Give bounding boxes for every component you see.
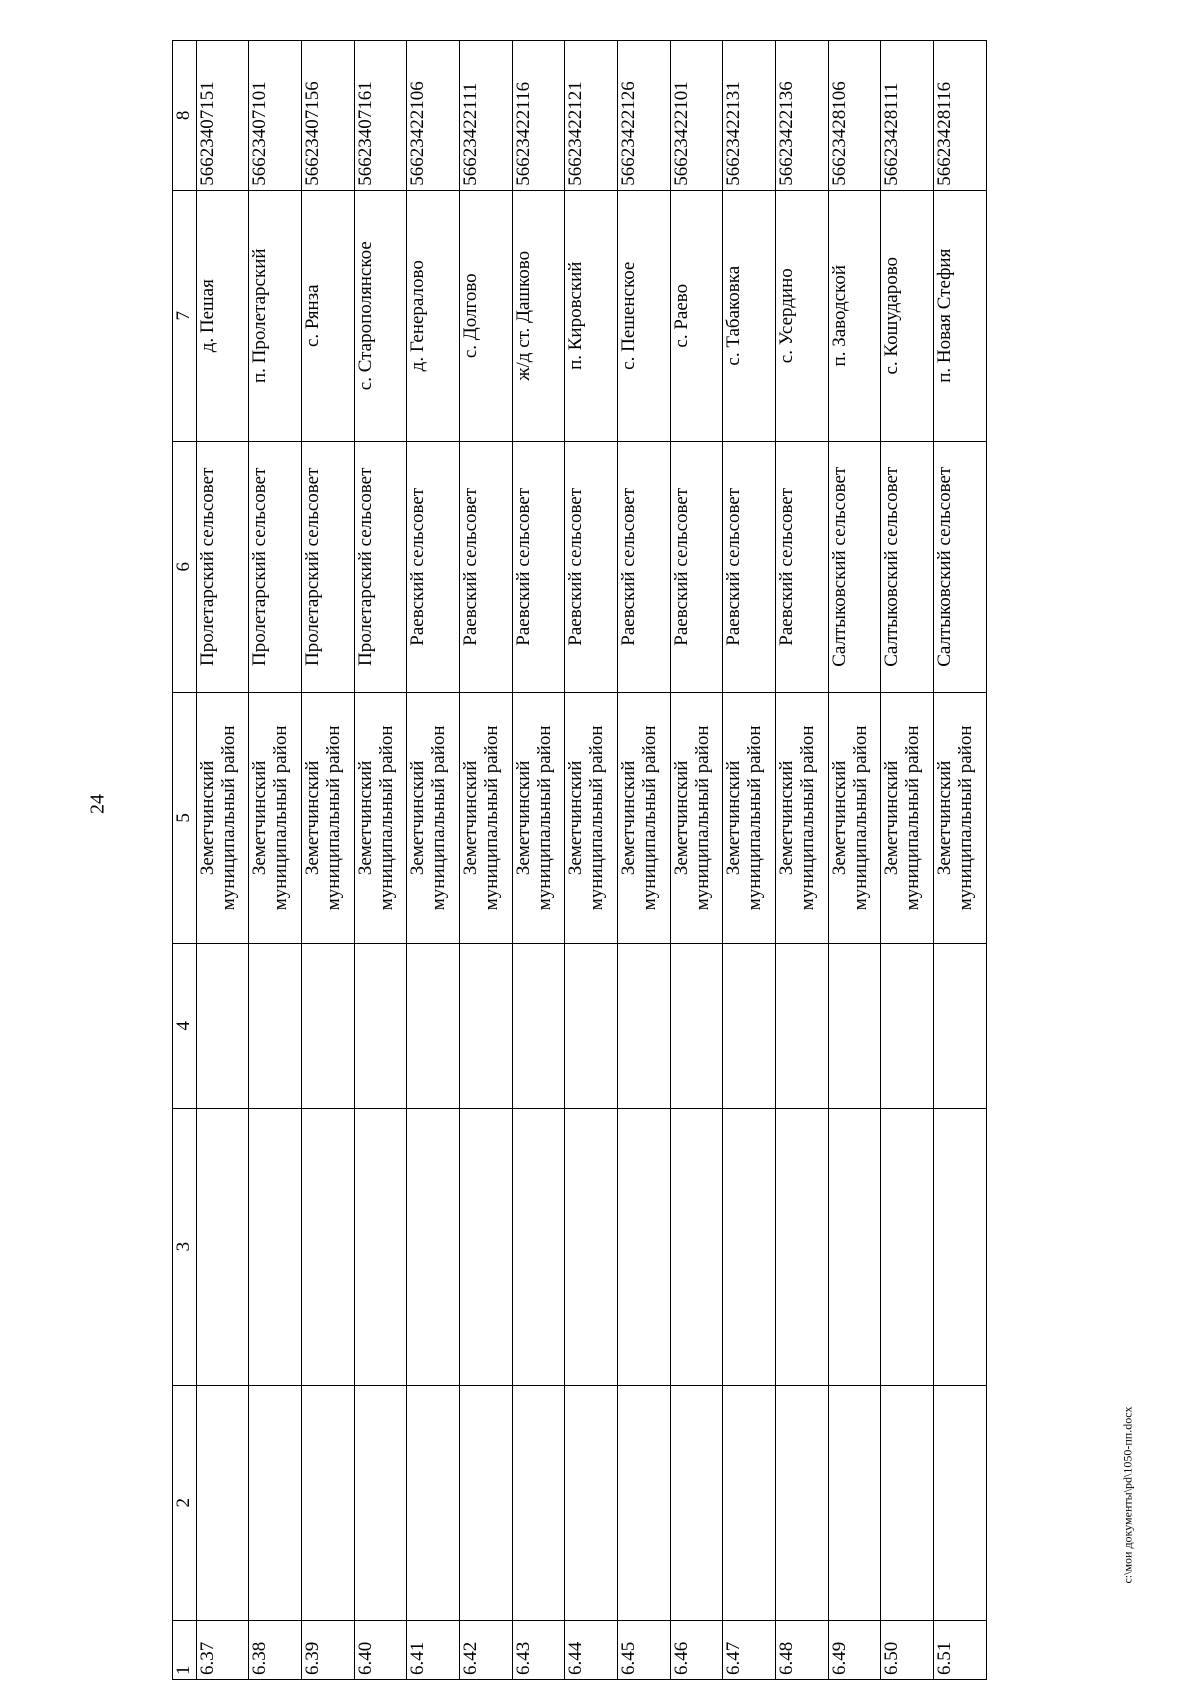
code-cell: 56623407156 xyxy=(302,41,355,191)
district-cell: Земетчинский муниципальный район xyxy=(407,692,460,943)
code-cell: 56623428106 xyxy=(828,41,881,191)
empty-cell xyxy=(196,1108,249,1385)
empty-cell xyxy=(302,943,355,1108)
empty-cell xyxy=(512,943,565,1108)
code-cell: 56623407151 xyxy=(196,41,249,191)
row-number-cell: 6.48 xyxy=(776,1620,829,1679)
row-number-cell: 6.45 xyxy=(618,1620,671,1679)
district-cell: Земетчинский муниципальный район xyxy=(460,692,513,943)
code-cell: 56623428116 xyxy=(934,41,987,191)
empty-cell xyxy=(934,1385,987,1620)
empty-cell xyxy=(618,1108,671,1385)
empty-cell xyxy=(354,943,407,1108)
code-cell: 56623422136 xyxy=(776,41,829,191)
header-cell: 4 xyxy=(173,943,197,1108)
table-row xyxy=(196,41,249,1680)
code-cell: 56623422111 xyxy=(460,41,513,191)
council-cell: Раевский сельсовет xyxy=(723,441,776,692)
code-cell: 56623422101 xyxy=(670,41,723,191)
empty-cell xyxy=(670,1385,723,1620)
code-cell: 56623422131 xyxy=(723,41,776,191)
empty-cell xyxy=(302,1385,355,1620)
code-cell: 56623428111 xyxy=(881,41,934,191)
settlement-cell: п. Пролетарский xyxy=(249,190,302,441)
empty-cell xyxy=(196,1385,249,1620)
council-cell: Пролетарский сельсовет xyxy=(302,441,355,692)
district-cell: Земетчинский муниципальный район xyxy=(670,692,723,943)
council-cell: Раевский сельсовет xyxy=(618,441,671,692)
table-row xyxy=(512,41,565,1680)
empty-cell xyxy=(249,1108,302,1385)
settlement-cell: д. Генералово xyxy=(407,190,460,441)
empty-cell xyxy=(354,1108,407,1385)
row-number-cell: 6.39 xyxy=(302,1620,355,1679)
table-row xyxy=(407,41,460,1680)
empty-cell xyxy=(776,1385,829,1620)
council-cell: Пролетарский сельсовет xyxy=(196,441,249,692)
district-cell: Земетчинский муниципальный район xyxy=(776,692,829,943)
row-number-cell: 6.47 xyxy=(723,1620,776,1679)
empty-cell xyxy=(828,943,881,1108)
settlement-cell: с. Кошударово xyxy=(881,190,934,441)
settlement-cell: с. Усердино xyxy=(776,190,829,441)
empty-cell xyxy=(776,943,829,1108)
table-row xyxy=(354,41,407,1680)
district-cell: Земетчинский муниципальный район xyxy=(354,692,407,943)
empty-cell xyxy=(565,1108,618,1385)
table-row xyxy=(618,41,671,1680)
empty-cell xyxy=(670,943,723,1108)
empty-cell xyxy=(881,943,934,1108)
district-cell: Земетчинский муниципальный район xyxy=(302,692,355,943)
empty-cell xyxy=(460,1385,513,1620)
district-cell: Земетчинский муниципальный район xyxy=(512,692,565,943)
table-row xyxy=(302,41,355,1680)
table-row xyxy=(670,41,723,1680)
empty-cell xyxy=(407,943,460,1108)
row-number-cell: 6.51 xyxy=(934,1620,987,1679)
footer-file-path-text: c:\мои документы\pd\1050-пп.docx xyxy=(1120,1406,1135,1584)
council-cell: Раевский сельсовет xyxy=(670,441,723,692)
empty-cell xyxy=(618,1385,671,1620)
row-number-cell: 6.46 xyxy=(670,1620,723,1679)
header-cell: 8 xyxy=(173,41,197,191)
empty-cell xyxy=(670,1108,723,1385)
code-cell: 56623407161 xyxy=(354,41,407,191)
empty-cell xyxy=(881,1108,934,1385)
settlement-cell: с. Долгово xyxy=(460,190,513,441)
empty-cell xyxy=(934,943,987,1108)
row-number-cell: 6.41 xyxy=(407,1620,460,1679)
table-row xyxy=(249,41,302,1680)
settlement-cell: п. Заводской xyxy=(828,190,881,441)
table-row xyxy=(934,41,987,1680)
empty-cell xyxy=(460,943,513,1108)
council-cell: Раевский сельсовет xyxy=(512,441,565,692)
code-cell: 56623422116 xyxy=(512,41,565,191)
row-number-cell: 6.42 xyxy=(460,1620,513,1679)
council-cell: Пролетарский сельсовет xyxy=(249,441,302,692)
header-cell: 2 xyxy=(173,1385,197,1620)
table-container xyxy=(172,40,987,1680)
settlement-cell: с. Пешенское xyxy=(618,190,671,441)
empty-cell xyxy=(828,1108,881,1385)
page-number-text: 24 xyxy=(86,794,109,814)
empty-cell xyxy=(512,1108,565,1385)
empty-cell xyxy=(512,1385,565,1620)
table-row xyxy=(565,41,618,1680)
empty-cell xyxy=(407,1385,460,1620)
row-number-cell: 6.49 xyxy=(828,1620,881,1679)
code-cell: 56623422126 xyxy=(618,41,671,191)
empty-cell xyxy=(196,943,249,1108)
header-cell: 3 xyxy=(173,1108,197,1385)
row-number-cell: 6.38 xyxy=(249,1620,302,1679)
council-cell: Пролетарский сельсовет xyxy=(354,441,407,692)
settlement-cell: с. Рянза xyxy=(302,190,355,441)
header-cell: 7 xyxy=(173,190,197,441)
empty-cell xyxy=(828,1385,881,1620)
table-row xyxy=(881,41,934,1680)
district-cell: Земетчинский муниципальный район xyxy=(881,692,934,943)
empty-cell xyxy=(460,1108,513,1385)
settlement-cell: с. Раево xyxy=(670,190,723,441)
council-cell: Салтыковский сельсовет xyxy=(828,441,881,692)
district-cell: Земетчинский муниципальный район xyxy=(249,692,302,943)
code-cell: 56623422121 xyxy=(565,41,618,191)
council-cell: Салтыковский сельсовет xyxy=(934,441,987,692)
header-cell: 6 xyxy=(173,441,197,692)
district-cell: Земетчинский муниципальный район xyxy=(565,692,618,943)
settlement-cell: п. Новая Стефия xyxy=(934,190,987,441)
settlement-cell: с. Старополянское xyxy=(354,190,407,441)
council-cell: Раевский сельсовет xyxy=(565,441,618,692)
district-cell: Земетчинский муниципальный район xyxy=(723,692,776,943)
header-cell: 5 xyxy=(173,692,197,943)
empty-cell xyxy=(249,1385,302,1620)
empty-cell xyxy=(723,1385,776,1620)
settlement-cell: д. Пешая xyxy=(196,190,249,441)
empty-cell xyxy=(354,1385,407,1620)
council-cell: Раевский сельсовет xyxy=(407,441,460,692)
row-number-cell: 6.40 xyxy=(354,1620,407,1679)
empty-cell xyxy=(934,1108,987,1385)
empty-cell xyxy=(618,943,671,1108)
district-cell: Земетчинский муниципальный район xyxy=(196,692,249,943)
district-cell: Земетчинский муниципальный район xyxy=(828,692,881,943)
empty-cell xyxy=(881,1385,934,1620)
council-cell: Салтыковский сельсовет xyxy=(881,441,934,692)
district-cell: Земетчинский муниципальный район xyxy=(618,692,671,943)
settlement-cell: п. Кировский xyxy=(565,190,618,441)
council-cell: Раевский сельсовет xyxy=(776,441,829,692)
code-cell: 56623422106 xyxy=(407,41,460,191)
row-number-cell: 6.44 xyxy=(565,1620,618,1679)
empty-cell xyxy=(249,943,302,1108)
settlement-cell: с. Табаковка xyxy=(723,190,776,441)
header-cell: 1 xyxy=(173,1620,197,1679)
empty-cell xyxy=(302,1108,355,1385)
settlements-table xyxy=(172,40,987,1680)
empty-cell xyxy=(776,1108,829,1385)
row-number-cell: 6.43 xyxy=(512,1620,565,1679)
empty-cell xyxy=(723,943,776,1108)
table-row xyxy=(828,41,881,1680)
row-number-cell: 6.37 xyxy=(196,1620,249,1679)
table-row xyxy=(460,41,513,1680)
table-row xyxy=(723,41,776,1680)
district-cell: Земетчинский муниципальный район xyxy=(934,692,987,943)
code-cell: 56623407101 xyxy=(249,41,302,191)
empty-cell xyxy=(723,1108,776,1385)
empty-cell xyxy=(407,1108,460,1385)
row-number-cell: 6.50 xyxy=(881,1620,934,1679)
empty-cell xyxy=(565,943,618,1108)
council-cell: Раевский сельсовет xyxy=(460,441,513,692)
empty-cell xyxy=(565,1385,618,1620)
table-row xyxy=(776,41,829,1680)
table-header-row xyxy=(173,41,197,1680)
settlement-cell: ж/д ст. Дашково xyxy=(512,190,565,441)
